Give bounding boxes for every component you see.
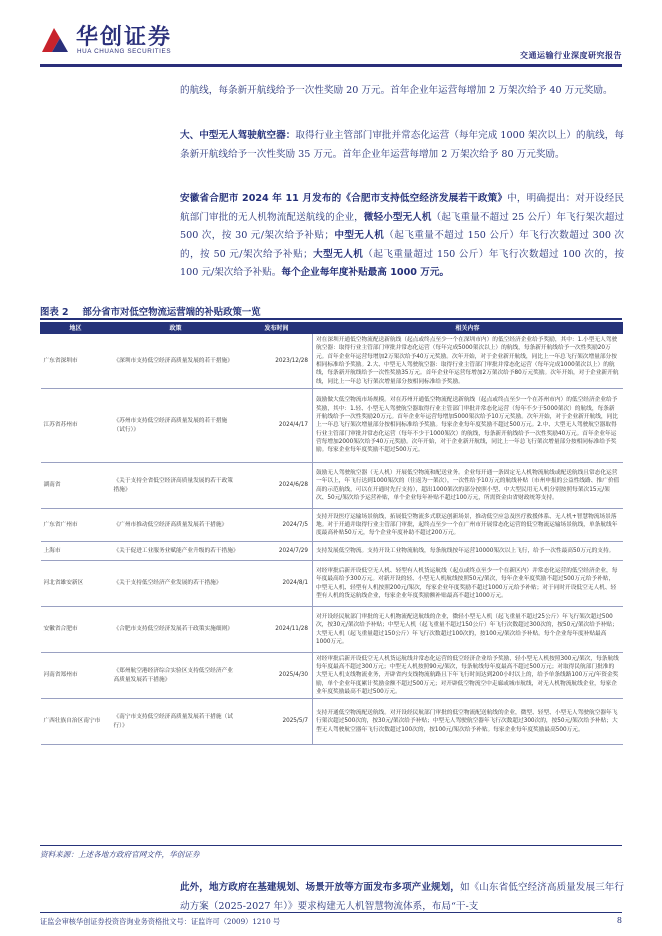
logo-mark-icon bbox=[40, 24, 70, 54]
paragraph-text: 如《山东省低空经济高质量发展三年行动方案（2025-2027 年）》要求构建无人机智慧物流体系，布局“干-支 bbox=[180, 882, 625, 912]
cell-content: 支持开设医疗运输场景航线，拓展低空物流多式联运创新场景，推动低空应急及医疗救援体系、无人机+智慧物流场景落地。对于开通并取得行业主管部门审批，起终点至少一个在广州市开展常态化运营的低空物流运输场景航线，单条航线年度最高补贴50万元，每个企业年度补助不超过200万元。 bbox=[313, 509, 623, 542]
cell-region: 广东省深圳市 bbox=[41, 334, 111, 389]
table-row bbox=[41, 463, 623, 509]
table-header-row bbox=[41, 323, 623, 334]
cell-region: 湖南省 bbox=[41, 463, 111, 509]
cell-region: 广东省广州市 bbox=[41, 509, 111, 542]
table-row bbox=[41, 509, 623, 542]
column-header-policy: 政策 bbox=[111, 323, 241, 334]
logo-chinese-name: 华创证券 bbox=[76, 25, 173, 50]
cell-region: 广西壮族自治区南宁市 bbox=[41, 699, 111, 745]
cell-policy: 《苏州市支持低空经济高质量发展的若干措施（试行）》 bbox=[111, 389, 241, 463]
cell-region: 河南省郑州市 bbox=[41, 653, 111, 699]
cell-policy: 《广州市推动低空经济高质量发展若干措施》 bbox=[111, 509, 241, 542]
paragraph-industry-planning bbox=[180, 878, 624, 916]
figure-title bbox=[40, 304, 261, 318]
cell-date: 2023/12/28 bbox=[241, 334, 313, 389]
paragraph-text: 取得行业主管部门审批并常态化运营（每年完成 1000 架次以上）的航线，每条新开航线给予一次性奖励 35 万元。首年企业年运营每增加 2 万架次给予 80 万元奖励。 bbox=[180, 130, 625, 160]
page-number: 8 bbox=[616, 916, 622, 925]
header-divider bbox=[40, 64, 622, 67]
table-row bbox=[41, 607, 623, 653]
cell-date: 2024/6/28 bbox=[241, 463, 313, 509]
table-body bbox=[41, 334, 623, 745]
paragraph-medium-large-drone bbox=[180, 127, 624, 164]
highlight-annual-cap: 每个企业每年度补贴最高 1000 万元。 bbox=[281, 267, 450, 278]
cell-policy: 《关于促进工业服务业赋能产业升级的若干措施》 bbox=[111, 542, 241, 561]
cell-date: 2024/4/17 bbox=[241, 389, 313, 463]
cell-region: 安徽省合肥市 bbox=[41, 607, 111, 653]
column-header-date: 发布时间 bbox=[241, 323, 313, 334]
cell-content: 鼓励做大低空物流市场规模。对在苏州开通低空物流配送新航线（起点或终点至少一个在苏州市内）的低空经济企业给予奖励，其中：1.轻、小型无人驾驶航空器取得行业主管部门审批并常态化运营（每年不少于5000架次）的航线，每条新开航线给予一次性奖励20万元。首年企业年运营每增加5000架次给予10万元奖励。次年开始，对于企业新开航线，同比上一年总飞行架次增量部分按相同标准给予奖励。每家企业每年度奖励不超过500万元。2.中、大型无人驾驶航空器取得行业主管部门审批并常态化运营（每年不少于1000架次）的航线，每条新开航线给予一次性奖励40万元。首年企业年运营每增加2000架次给予40万元奖励。次年开始，对于企业新开航线，同比上一年总飞行架次增量部分按相同标准给予奖励。每家企业每年度奖励不超过500万元。 bbox=[313, 389, 623, 463]
figure-source: 资料来源：上述各地方政府官网文件，华创证券 bbox=[40, 850, 200, 859]
source-divider bbox=[40, 845, 622, 846]
cell-content: 对在深圳开通低空物流配送新航线（起点或终点至少一个在深圳市内）的低空经济企业给予奖励，其中：1.小型无人驾驶航空器：取得行业主管部门审批并常态化运营（每年完成5000架次以上）的航线，每条新开航线给予一次性奖励20万元。首年企业年运营每增加2万架次给予40万元奖励。次年开始，对于企业新开航线，同比上一年总飞行架次增量部分按相同标准给予奖励。2.大、中型无人驾驶航空器：取得行业主管部门审批并常态化运营（每年完成1000架次以上）的航线，每条新开航线给予一次性奖励35万元。首年企业年运营每增加2万架次给予80万元奖励。次年开始，对于企业新开航线，同比上一年总飞行架次增量部分按相同标准给予奖励。 bbox=[313, 334, 623, 389]
cell-date: 2024/11/28 bbox=[241, 607, 313, 653]
cell-content: 对经审批后新开设低空无人机货运航线并常态化运营的低空经济企业给予奖励，轻小型无人机按照300元/架次，每条航线每年度最高不超过300万元；中型无人机按照90元/架次，每条航线每年度最高不超过500万元；对取得民航部门批准的大型无人机支线物流业务，开辟省内支线物流航路且下年飞行时间达到200小时以上的，给予单条线路100万元/年资金奖励，单个企业年度累计奖励金额不超过500万元；对开辟低空物流空中走廊或城市航线，对无人机物流航线企业，每家企业年度奖励最高不超过500万元。 bbox=[313, 653, 623, 699]
footer-divider bbox=[40, 912, 622, 913]
paragraph-lead: 安徽省合肥市 2024 年 11 月发布的《合肥市支持低空经济发展若干政策》 bbox=[180, 193, 508, 204]
table-row bbox=[41, 699, 623, 745]
cell-content: 支持开通低空物流配送航线。对开设经民航部门审批的低空物流配送航线的企业，微型、轻型、小型无人驾驶航空器年飞行架次超过500次的，按30元/架次给予补贴；中型无人驾驶航空器年飞行次数超过300次的，按50元/架次给予补贴；大型无人驾驶航空器年飞行次数超过100次的，按100元/架次给予补贴。每家企业每年度奖励最高500万元。 bbox=[313, 699, 623, 745]
cell-region: 河北省雄安新区 bbox=[41, 561, 111, 607]
cell-content: 支持发展低空物流。支持开设工业物流航线，每条航线按年运营10000架次以上飞行，给予一次性最高50万元的支持。 bbox=[313, 542, 623, 561]
paragraph-text: 的航线，每条新开航线给予一次性奖励 20 万元。首年企业年运营每增加 2 万架次给予 40 万元奖励。 bbox=[180, 85, 613, 96]
table-row bbox=[41, 389, 623, 463]
column-header-content: 相关内容 bbox=[313, 323, 623, 334]
cell-policy: 《郑州航空港经济综合实验区支持低空经济产业高质量发展若干措施》 bbox=[111, 653, 241, 699]
cell-date: 2025/4/30 bbox=[241, 653, 313, 699]
highlight-medium-drone: 中型无人机 bbox=[333, 230, 385, 241]
paragraph-shenzhen-small-drone bbox=[180, 82, 624, 101]
report-type-label: 交通运输行业深度研究报告 bbox=[520, 51, 622, 60]
cell-region: 江苏省苏州市 bbox=[41, 389, 111, 463]
highlight-micro-drone: 微轻小型无人机 bbox=[363, 211, 432, 223]
figure-label: 图表 2 bbox=[40, 307, 69, 318]
cell-content: 对开设经民航部门审批的无人机物流配送航线的企业，微轻小型无人机（起飞重量不超过25公斤）年飞行架次超过500次，按30元/架次给予补贴；中型无人机（起飞重量不超过150公斤）年飞行次数超过300次的，按50元/架次给予补贴；大型无人机（起飞重量超过150公斤）年飞行次数超过100次的，按100元/架次给予补贴。每个企业每年度补贴最高1000万元。 bbox=[313, 607, 623, 653]
cell-date: 2024/7/5 bbox=[241, 509, 313, 542]
cell-date: 2024/7/29 bbox=[241, 542, 313, 561]
paragraph-text: （起飞重量不超过 150 公斤）年飞行次数超过 300 次的，按 50 元/架次给予补贴； bbox=[180, 230, 625, 260]
paragraph-hefei-policy bbox=[180, 190, 624, 283]
table-row bbox=[41, 561, 623, 607]
cell-content: 鼓励无人驾驶航空器（无人机）开展低空物流和配送业务。企业每开通一条固定无人机物流航线或配送航线且常态化运营一年以上，年飞行达到1000架次的（往返为一架次），一次性给予10万元的航线补贴（市州申报的公益性线路、推广价值高的示范航线，可以在开通时先行支持），超出1000架次的部分按照小型、中大型民用无人机分别按照每架次15元/架次、50元/架次给予运营补贴，单个企业每年补贴不超过100万元，所需资金由省财政统筹支持。 bbox=[313, 463, 623, 509]
table-row bbox=[41, 653, 623, 699]
logo-english-name: HUA CHUANG SECURITIES bbox=[77, 48, 172, 55]
cell-policy: 《关于支持全省低空经济高质量发展的若干政策措施》 bbox=[111, 463, 241, 509]
cell-date: 2025/5/7 bbox=[241, 699, 313, 745]
paragraph-text: （起飞重量不超过 25 公斤）年飞行架次超过 500 次，按 30 元/架次给予补贴； bbox=[180, 211, 625, 241]
paragraph-lead: 大、中型无人驾驶航空器： bbox=[180, 130, 296, 141]
paragraph-text: 中，明确提出：对开设经民航部门审批的无人机物流配送航线的企业， bbox=[180, 193, 624, 223]
cell-content: 对经审批后新开设低空无人机、轻型有人机货运航线（起点或终点至少一个在新区内）并常态化运营的低空经济企业，每年度最高给予300万元。对新开设的轻、小型无人机航线按照50元/架次，每年企业年度奖励不超过500万元给予补贴，中型无人机、轻型有人机按照200元/架次，每家企业年度奖励不超过1000万元给予补贴；对于同时开设低空无人机、轻型有人机的货运航线企业，每家企业年度奖励额补贴最高不超过1000万元。 bbox=[313, 561, 623, 607]
cell-policy: 《合肥市支持低空经济发展若干政策实施细则》 bbox=[111, 607, 241, 653]
column-header-region: 地区 bbox=[41, 323, 111, 334]
cell-region: 上海市 bbox=[41, 542, 111, 561]
footer-license: 证监会审核华创证券投资咨询业务资格批文号：证监许可（2009）1210 号 bbox=[40, 917, 281, 926]
subsidy-policy-table bbox=[40, 322, 623, 745]
cell-policy: 《深圳市支持低空经济高质量发展的若干措施》 bbox=[111, 334, 241, 389]
figure-divider bbox=[40, 318, 622, 320]
figure-caption: 部分省市对低空物流运营端的补贴政策一览 bbox=[82, 307, 261, 318]
cell-policy: 《南宁市支持低空经济高质量发展若干措施（试行）》 bbox=[111, 699, 241, 745]
company-logo bbox=[40, 20, 180, 62]
paragraph-text: （起飞重量超过 150 公斤）年飞行次数超过 100 次的，按 100 元/架次给予补贴。 bbox=[180, 248, 624, 278]
table-row bbox=[41, 334, 623, 389]
cell-policy: 《关于支持低空经济产业发展的若干措施》 bbox=[111, 561, 241, 607]
table-row bbox=[41, 542, 623, 561]
cell-date: 2024/8/1 bbox=[241, 561, 313, 607]
paragraph-lead: 此外，地方政府在基建规划、场景开放等方面发布多项产业规划， bbox=[180, 882, 460, 893]
highlight-large-drone: 大型无人机 bbox=[312, 248, 364, 260]
